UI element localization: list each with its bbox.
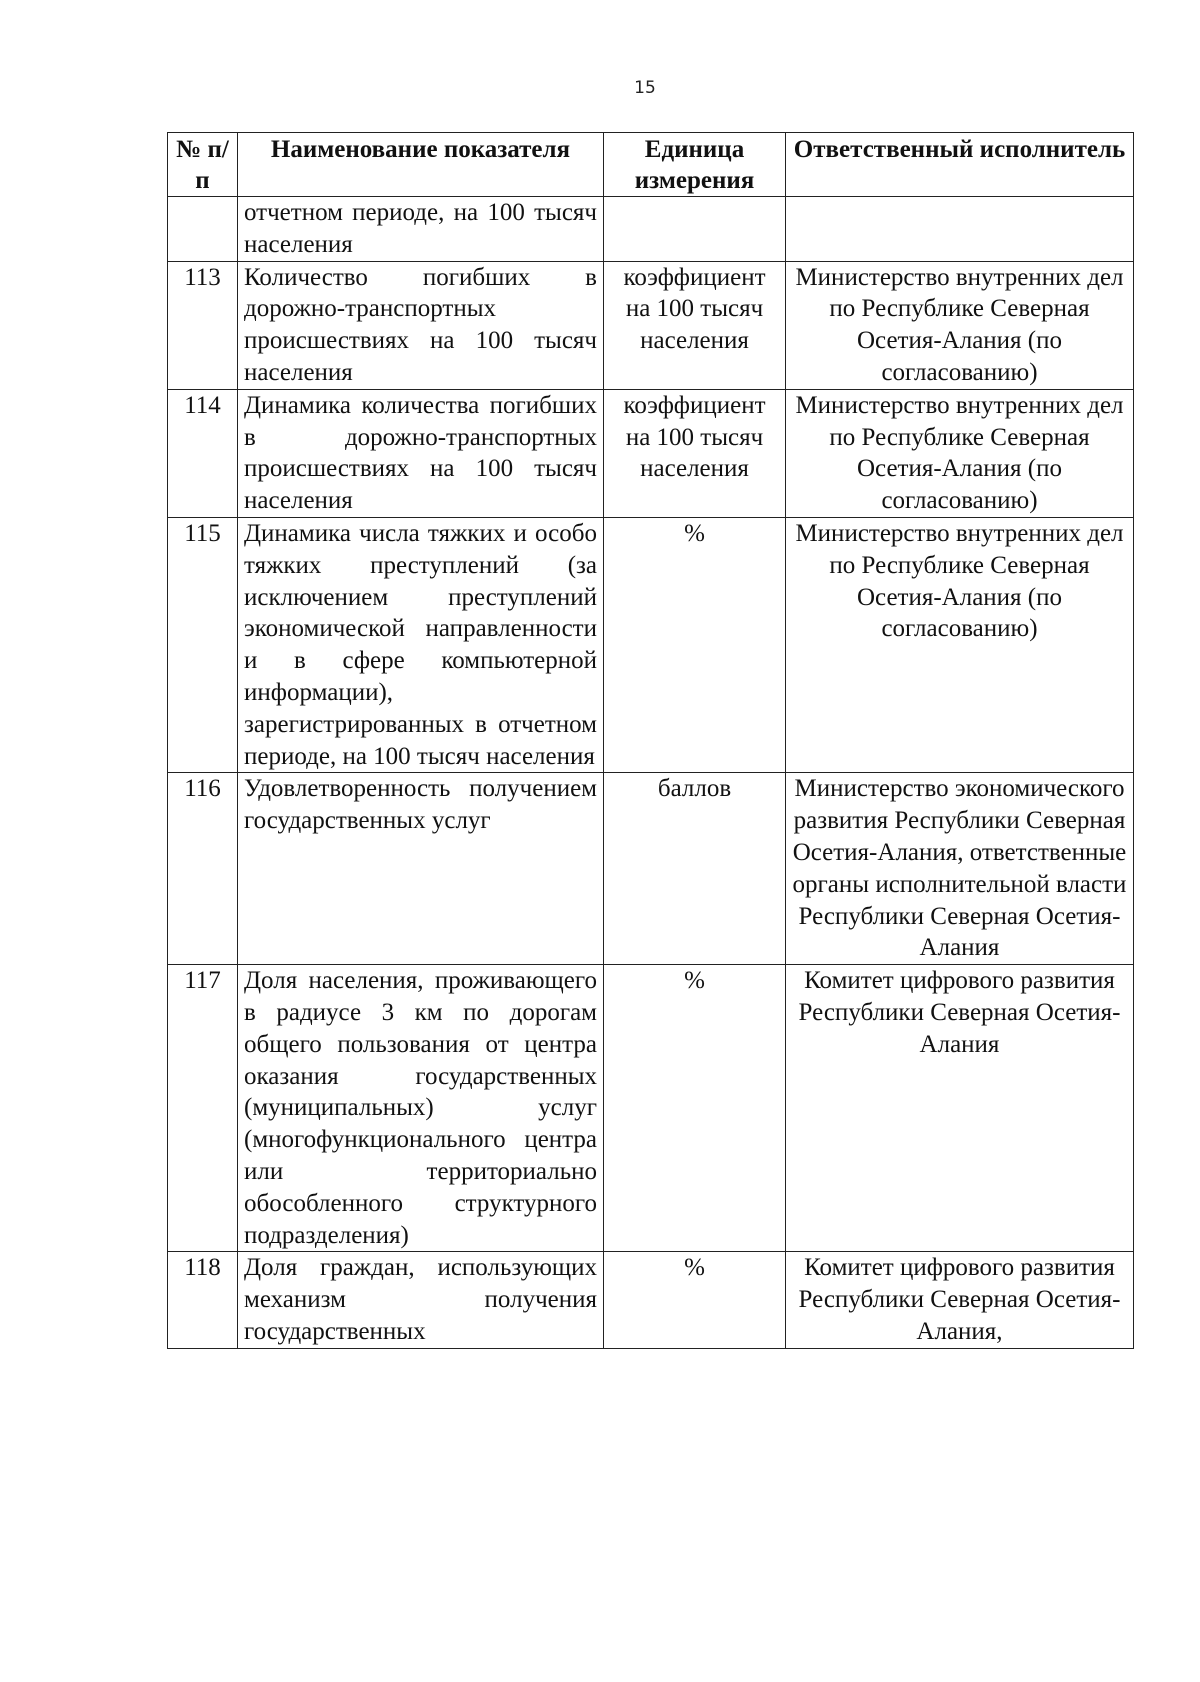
table-row xyxy=(168,1252,1134,1348)
row-name: Удовлетворенность получением государственных услуг xyxy=(238,773,604,965)
header-name: Наименование показателя xyxy=(238,133,604,197)
row-num: 118 xyxy=(168,1252,238,1348)
row-exec: Комитет цифрового развития Республики Северная Осетия-Алания, xyxy=(786,1252,1134,1348)
row-name: Доля населения, проживающего в радиусе 3 км по дорогам общего пользования от центра оказания государственных (муниципальных) услуг (многофункционального центра или территориально обособленного структурного подразделения) xyxy=(238,965,604,1252)
table-row xyxy=(168,389,1134,517)
row-exec: Министерство внутренних дел по Республике Северная Осетия-Алания (по согласованию) xyxy=(786,389,1134,517)
row-num xyxy=(168,197,238,262)
row-unit: коэффициент на 100 тысяч населения xyxy=(604,261,786,389)
row-num: 116 xyxy=(168,773,238,965)
row-unit: % xyxy=(604,517,786,772)
row-exec: Комитет цифрового развития Республики Северная Осетия-Алания xyxy=(786,965,1134,1252)
row-unit: баллов xyxy=(604,773,786,965)
header-exec: Ответственный исполнитель xyxy=(786,133,1134,197)
row-name: Динамика количества погибших в дорожно-транспортных происшествиях на 100 тысяч населения xyxy=(238,389,604,517)
table-row xyxy=(168,197,1134,262)
row-num: 115 xyxy=(168,517,238,772)
row-name: Доля граждан, использующих механизм получения государственных xyxy=(238,1252,604,1348)
indicators-table xyxy=(167,132,1134,1349)
row-unit xyxy=(604,197,786,262)
row-name: отчетном периоде, на 100 тысяч населения xyxy=(238,197,604,262)
row-unit: коэффициент на 100 тысяч населения xyxy=(604,389,786,517)
header-unit: Единица измерения xyxy=(604,133,786,197)
table-row xyxy=(168,261,1134,389)
table-row xyxy=(168,965,1134,1252)
table-row xyxy=(168,517,1134,772)
table-row xyxy=(168,773,1134,965)
row-unit: % xyxy=(604,965,786,1252)
row-name: Количество погибших в дорожно-транспортных происшествиях на 100 тысяч населения xyxy=(238,261,604,389)
row-num: 117 xyxy=(168,965,238,1252)
row-exec: Министерство внутренних дел по Республике Северная Осетия-Алания (по согласованию) xyxy=(786,261,1134,389)
row-exec: Министерство экономического развития Республики Северная Осетия-Алания, ответственные органы исполнительной власти Республики Северная Осетия-Алания xyxy=(786,773,1134,965)
row-num: 114 xyxy=(168,389,238,517)
header-num: № п/п xyxy=(168,133,238,197)
row-exec xyxy=(786,197,1134,262)
table-header-row xyxy=(168,133,1134,197)
row-unit: % xyxy=(604,1252,786,1348)
row-num: 113 xyxy=(168,261,238,389)
row-exec: Министерство внутренних дел по Республике Северная Осетия-Алания (по согласованию) xyxy=(786,517,1134,772)
page-number: 15 xyxy=(634,78,656,98)
row-name: Динамика числа тяжких и особо тяжких преступлений (за исключением преступлений экономической направленности и в сфере компьютерной информации), зарегистрированных в отчетном периоде, на 100 тысяч населения xyxy=(238,517,604,772)
